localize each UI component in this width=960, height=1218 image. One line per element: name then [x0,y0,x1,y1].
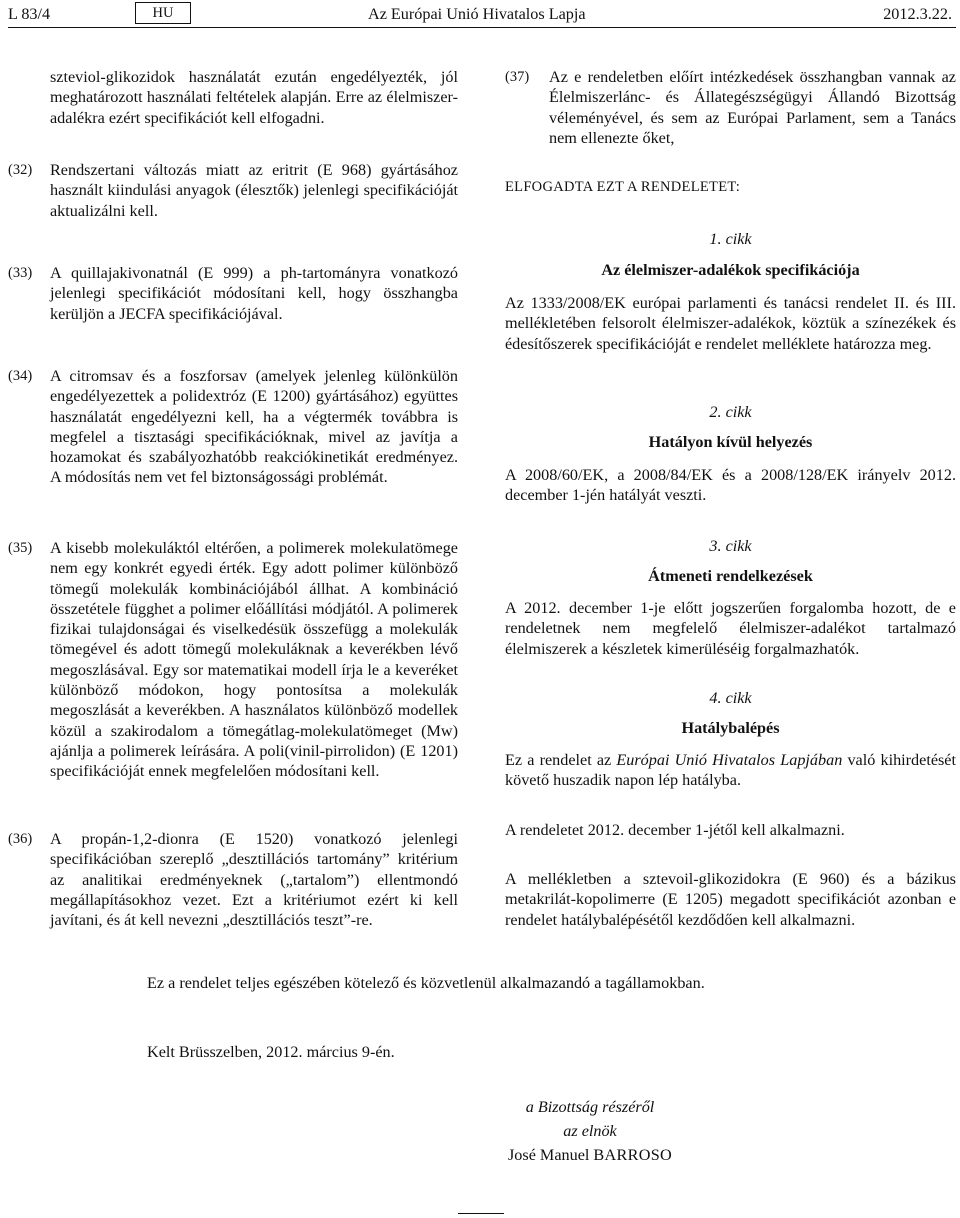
article-2-title: Hatályon kívül helyezés [648,433,813,451]
recital-number: (33) [8,265,33,281]
recital-number: (37) [505,69,530,85]
recital-text: A citromsav és a foszforsav (amelyek jelenleg különkülön engedélyezettek a polidextróz (E 1200) gyártásához) együttes használatát engedélyezni kell, ha a végtermék továbbra is megfelel a tisztasági specifikációknak, mivel az javítja a hozamokat és szabályozhatóbb reakciókinetikát eredményez. A módosítás nem vet fel biztonságossági problémát. [50,367,458,487]
article-4-paragraph-2: A rendeletet 2012. december 1-jétől kell alkalmazni. [505,821,845,839]
article-1-text: Az 1333/2008/EK európai parlamenti és tanácsi rendelet II. és III. mellékletében felsorolt élelmiszer-adalékok, köztük a színezékek és édesítőszerek specifikációját e rendelet melléklete határozza meg. [505,294,956,353]
footer-rule [458,1213,504,1214]
signatory-last-name: BARROSO [593,1146,672,1164]
signatory-first-name: José Manuel [508,1146,594,1164]
text-run: Ez a rendelet az [505,751,617,769]
recital-number: (34) [8,368,33,384]
recital-text: A propán-1,2-dionra (E 1520) vonatkozó jelenlegi specifikációban szereplő „desztillációs tartomány” kritérium az analitikai eredményeknek („tartalom”) ellentmondó megállapításokhoz vezet. Ezt a kritériumot ezért ki kell javítani, és át kell nevezni „desztillációs teszt”-re. [50,830,458,930]
article-4-paragraph-1 [505,750,956,791]
page-reference: L 83/4 [8,5,51,23]
journal-title: Az Európai Unió Hivatalos Lapja [368,5,586,23]
article-2-text: A 2008/60/EK, a 2008/84/EK és a 2008/128/EK irányelv 2012. december 1-jén hatályát veszti. [505,466,956,505]
recital-36 [8,829,458,930]
page-header [8,2,956,26]
place-and-date: Kelt Brüsszelben, 2012. március 9-én. [147,1043,395,1061]
text-run: való kihirdetését követő huszadik napon lép hatályba. [505,751,956,790]
recital-number: (35) [8,540,33,556]
article-4-paragraph-3: A mellékletben a sztevoil-glikozidokra (E 960) és a bázikus metakrilát-kopolimerre (E 1205) megadott specifikációt azonban e rendelet hatálybalépésétől kezdődően kell alkalmazni. [505,870,956,929]
journal-reference: Európai Unió Hivatalos Lapjában [616,751,843,769]
article-2-number: 2. cikk [709,403,752,421]
recital-number: (32) [8,162,33,178]
article-3-title: Átmeneti rendelkezések [648,567,813,585]
publication-date: 2012.3.22. [883,5,952,23]
recital-text: A kisebb molekuláktól eltérően, a polimerek molekulatömege nem egy konkrét egyedi érték. Egy adott polimer különböző tömegű molekulák kombinációjából állhat. A kombináció összetétele függhet a polimer előállítási módjától. A polimerek fizikai tulajdonságai és viselkedésük összefügg a molekulák tömegével és adott tömegű molekuláknak a keverékben lévő megoszlásával. Egy sor matematikai modell írja le a keveréket különböző módokon, hogy pontosítsa a molekulák megoszlását a keverékben. A használatos különböző modellek közül a szakirodalom a tömegátlag-molekulatömeget (Mw) ajánlja a polimerek leírására. A poli(vinil-pirrolidon) (E 1201) specifikációját ennek megfelelően módosítani kell. [50,539,458,781]
recital-text: Rendszertani változás miatt az eritrit (E 968) gyártásához használt kiindulási anyagok (élesztők) jelenlegi specifikációját aktualizálni kell. [50,161,458,220]
recital-34 [8,366,458,488]
article-4-number: 4. cikk [709,689,752,707]
recital-number: (36) [8,831,33,847]
article-1-title: Az élelmiszer-adalékok specifikációja [601,261,860,279]
recital-37 [505,67,956,148]
header-rule [8,27,956,28]
language-code-box: HU [135,2,191,24]
article-3-number: 3. cikk [709,537,752,555]
article-4-title: Hatálybalépés [681,719,780,737]
article-1-number: 1. cikk [709,230,752,248]
signatory-name [440,1145,740,1165]
recital-text: Az e rendeletben előírt intézkedések összhangban vannak az Élelmiszerlánc- és Állategészségügyi Állandó Bizottság véleményével, és sem az Európai Parlament, sem a Tanács nem ellenezte őket, [549,68,956,147]
recital-32 [8,160,458,221]
binding-clause: Ez a rendelet teljes egészében kötelező és közvetlenül alkalmazandó a tagállamokban. [147,974,705,992]
signature-for: a Bizottság részéről [525,1098,655,1116]
article-3-text: A 2012. december 1-je előtt jogszerűen forgalomba hozott, de e rendeletnek nem megfelelő élelmiszer-adalékot tartalmazó élelmiszerek a készletek kimerüléséig forgalmazhatók. [505,599,956,658]
signature-role: az elnök [563,1122,617,1140]
recital-33 [8,263,458,324]
adoption-formula: ELFOGADTA EZT A RENDELETET: [505,179,741,195]
recital-text: A quillajakivonatnál (E 999) a ph-tartományra vonatkozó jelenlegi specifikációt módosítani kell, hogy összhangba kerüljön a JECFA specifikációjával. [50,264,458,323]
continued-paragraph: szteviol-glikozidok használatát ezután engedélyezték, jól meghatározott használati feltételek alapján. Erre az élelmiszer-adalékra ezért specifikációt kell elfogadni. [50,68,458,127]
recital-35 [8,538,458,782]
